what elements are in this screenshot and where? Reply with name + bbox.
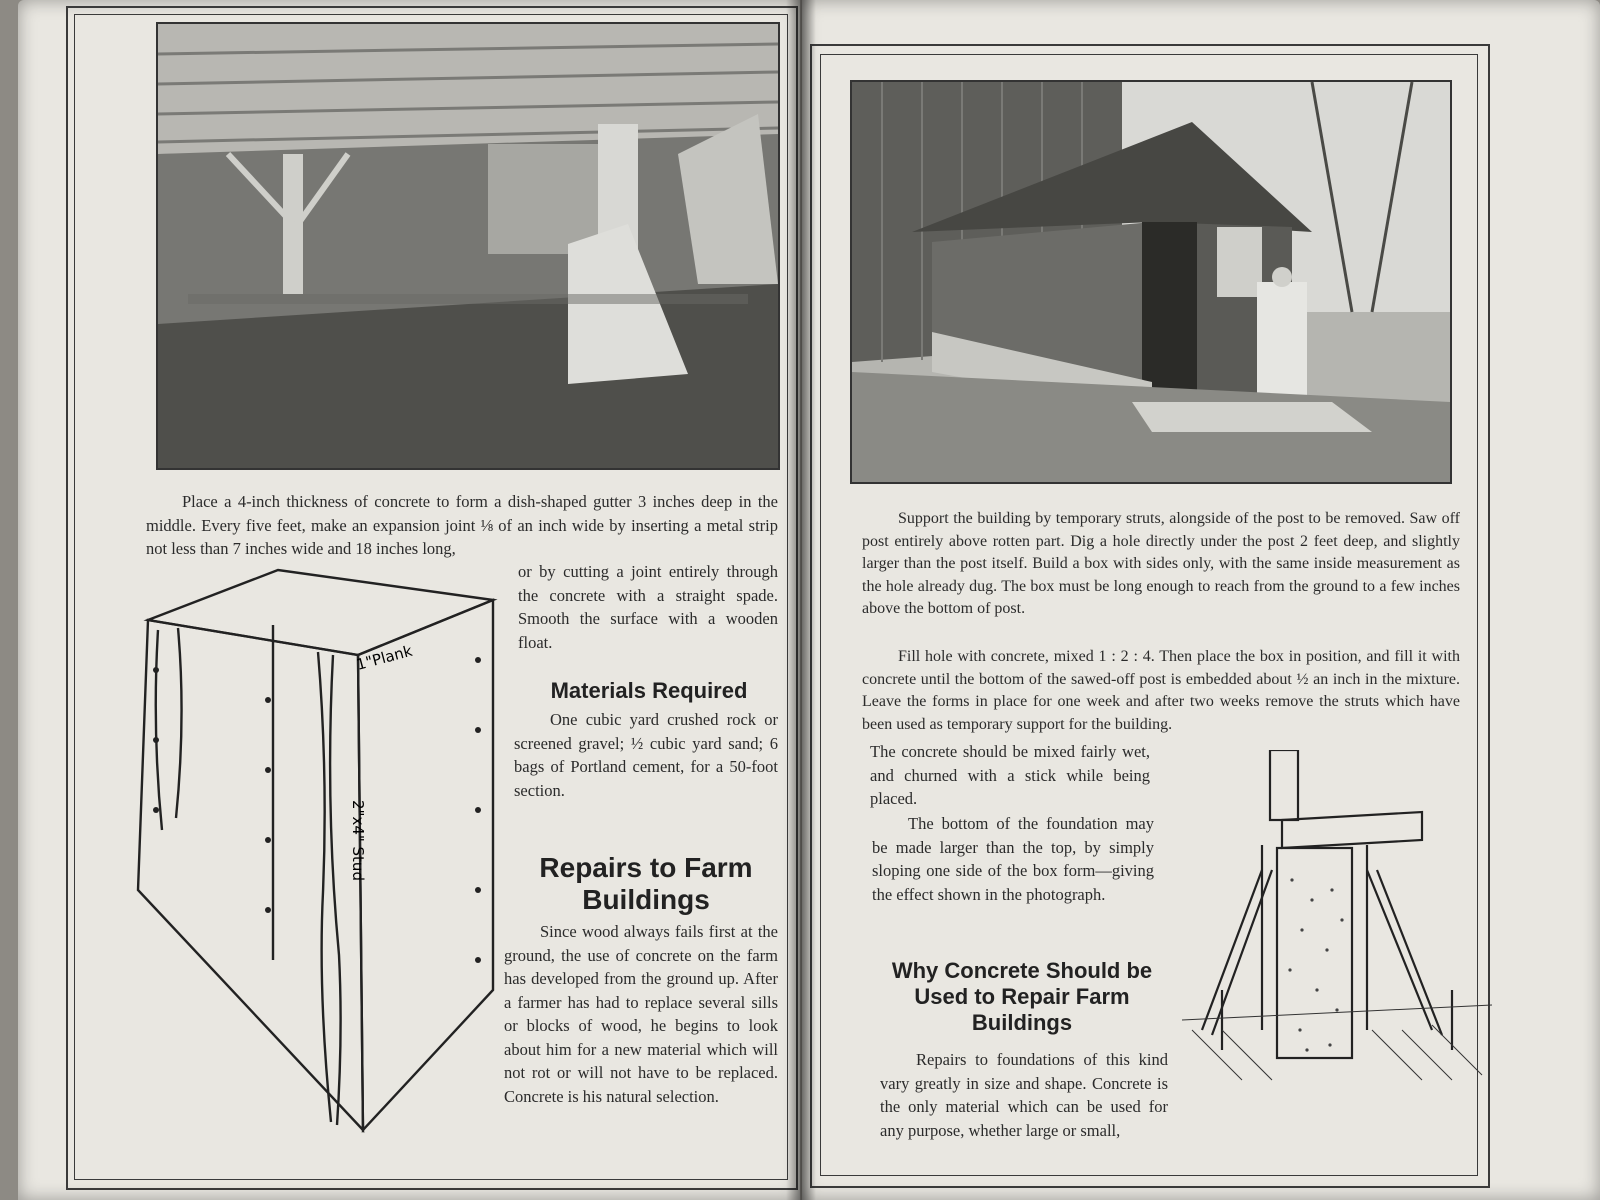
gutter-paragraph-continued: or by cutting a joint entirely through the concrete with a straight spade. Smooth the surface with a wooden float. — [518, 562, 778, 652]
wooden-box-form-sketch-icon — [118, 560, 508, 1140]
plank-label: 1"Plank — [354, 641, 415, 674]
farm-shed-with-woman-photo-icon — [852, 82, 1450, 482]
concrete-post-foundation-diagram-icon — [1182, 750, 1492, 1110]
right-page — [802, 0, 1600, 1200]
left-page — [18, 0, 800, 1200]
why-paragraph: Repairs to foundations of this kind vary greatly in size and shape. Concrete is the only material which can be used for any purpose, whether large or small, — [880, 1050, 1168, 1140]
repairs-heading: Repairs to Farm Buildings — [539, 852, 753, 915]
farm-shed-photo — [850, 80, 1452, 484]
materials-text: One cubic yard crushed rock or screened gravel; ½ cubic yard sand; 6 bags of Portland cement, for a 50-foot section. — [514, 710, 778, 800]
repairs-text: Since wood always fails first at the ground, the use of concrete on the farm has developed from the ground up. After a farmer has had to replace several sills or blocks of wood, he begins to look about him for a new material which will not rot or will not have to be replaced. Concrete is his natural selection. — [504, 922, 778, 1106]
mix-paragraph: The concrete should be mixed fairly wet, and churned with a stick while being placed. — [870, 742, 1150, 808]
bottom-paragraph: The bottom of the foundation may be made larger than the top, by simply sloping one side of the box form—giving the effect shown in the photograph. — [872, 814, 1154, 904]
materials-heading: Materials Required — [550, 678, 748, 703]
why-heading: Why Concrete Should be Used to Repair Farm Buildings — [891, 958, 1153, 1035]
gutter-paragraph: Place a 4-inch thickness of concrete to form a dish-shaped gutter 3 inches deep in the middle. Every five feet, make an expansion joint ⅛ of an inch wide by inserting a metal strip not less than 7 inches wide and 18 inches long, — [146, 492, 778, 558]
fill-paragraph: Fill hole with concrete, mixed 1 : 2 : 4. Then place the box in position, and fill it with concrete until the bottom of the sawed-off post is embedded about ½ an inch in the mixture. Leave the forms in place for one week and after two weeks remove the struts which have been used as temporary support for the building. — [862, 648, 1460, 733]
stud-label: 2"x4" Stud — [349, 800, 367, 881]
barn-underside-photo — [156, 22, 780, 470]
support-paragraph: Support the building by temporary struts, alongside of the post to be removed. Saw off post entirely above rotten part. Dig a hole directly under the post 2 feet deep, and slightly larger than the post itself. Build a box with sides only, with the same inside measurement as the hole already dug. The box must be long enough to reach from the ground to a few inches above the bottom of post. — [862, 510, 1460, 617]
barn-underside-concrete-post-photo-icon — [158, 24, 778, 468]
